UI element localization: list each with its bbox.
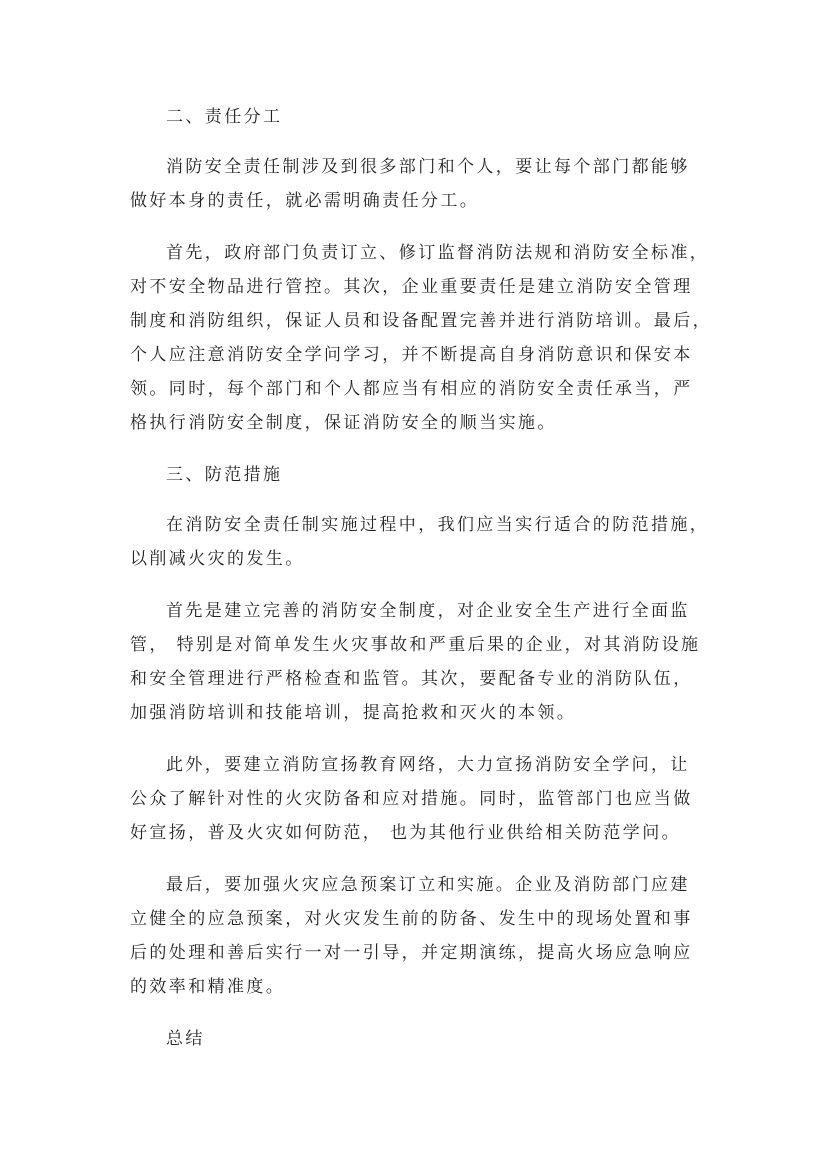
text-line: 二、责任分工	[166, 107, 283, 127]
text-line: 以削减火灾的发生。	[130, 549, 305, 569]
text-line: 格执行消防安全制度，保证消防安全的顺当实施。	[130, 413, 557, 433]
paragraph	[130, 236, 710, 440]
document-page	[130, 100, 710, 1072]
section-heading	[130, 100, 710, 134]
paragraph	[130, 508, 710, 576]
text-line: 在消防安全责任制实施过程中，我们应当实行适合的防范措施，	[166, 515, 710, 535]
text-line: 消防安全责任制涉及到很多部门和个人，要让每个部门都能够	[166, 157, 690, 177]
text-line: 最后，要加强火灾应急预案订立和实施。企业及消防部门应建	[166, 875, 690, 895]
text-line: 加强消防培训和技能培训，提高抢救和灭火的本领。	[130, 703, 577, 723]
text-line: 好宣扬，普及火灾如何防范， 也为其他行业供给相关防范学问。	[130, 823, 682, 843]
text-line: 立健全的应急预案，对火灾发生前的防备、发生中的现场处置和事	[130, 909, 693, 929]
text-line: 后的处理和善后实行一对一引导，并定期演练，提高火场应急响应	[130, 943, 693, 963]
paragraph	[130, 150, 710, 218]
text-line: 和安全管理进行严格检查和监管。其次，要配备专业的消防队伍，	[130, 669, 693, 689]
text-line: 此外，要建立消防宣扬教育网络，大力宣扬消防安全学问，让	[166, 755, 690, 775]
paragraph	[130, 868, 710, 1004]
text-line: 制度和消防组织，保证人员和设备配置完善并进行消防培训。最后，	[130, 311, 712, 331]
text-line: 总结	[166, 1029, 205, 1049]
text-line: 领。同时，每个部门和个人都应当有相应的消防安全责任承当，严	[130, 379, 693, 399]
text-line: 的效率和精准度。	[130, 977, 286, 997]
text-line: 管， 特别是对简单发生火灾事故和严重后果的企业，对其消防设施	[130, 635, 701, 655]
paragraph	[130, 594, 710, 730]
text-line: 首先是建立完善的消防安全制度，对企业安全生产进行全面监	[166, 601, 690, 621]
section-heading	[130, 458, 710, 492]
text-line: 对不安全物品进行管控。其次，企业重要责任是建立消防安全管理	[130, 277, 693, 297]
text-line: 个人应注意消防安全学问学习，并不断提高自身消防意识和保安本	[130, 345, 693, 365]
section-heading	[130, 1022, 710, 1056]
text-line: 首先，政府部门负责订立、修订监督消防法规和消防安全标准，	[166, 243, 710, 263]
paragraph	[130, 748, 710, 850]
text-line: 公众了解针对性的火灾防备和应对措施。同时，监管部门也应当做	[130, 789, 693, 809]
text-line: 做好本身的责任，就必需明确责任分工。	[130, 191, 480, 211]
text-line: 三、防范措施	[166, 465, 283, 485]
